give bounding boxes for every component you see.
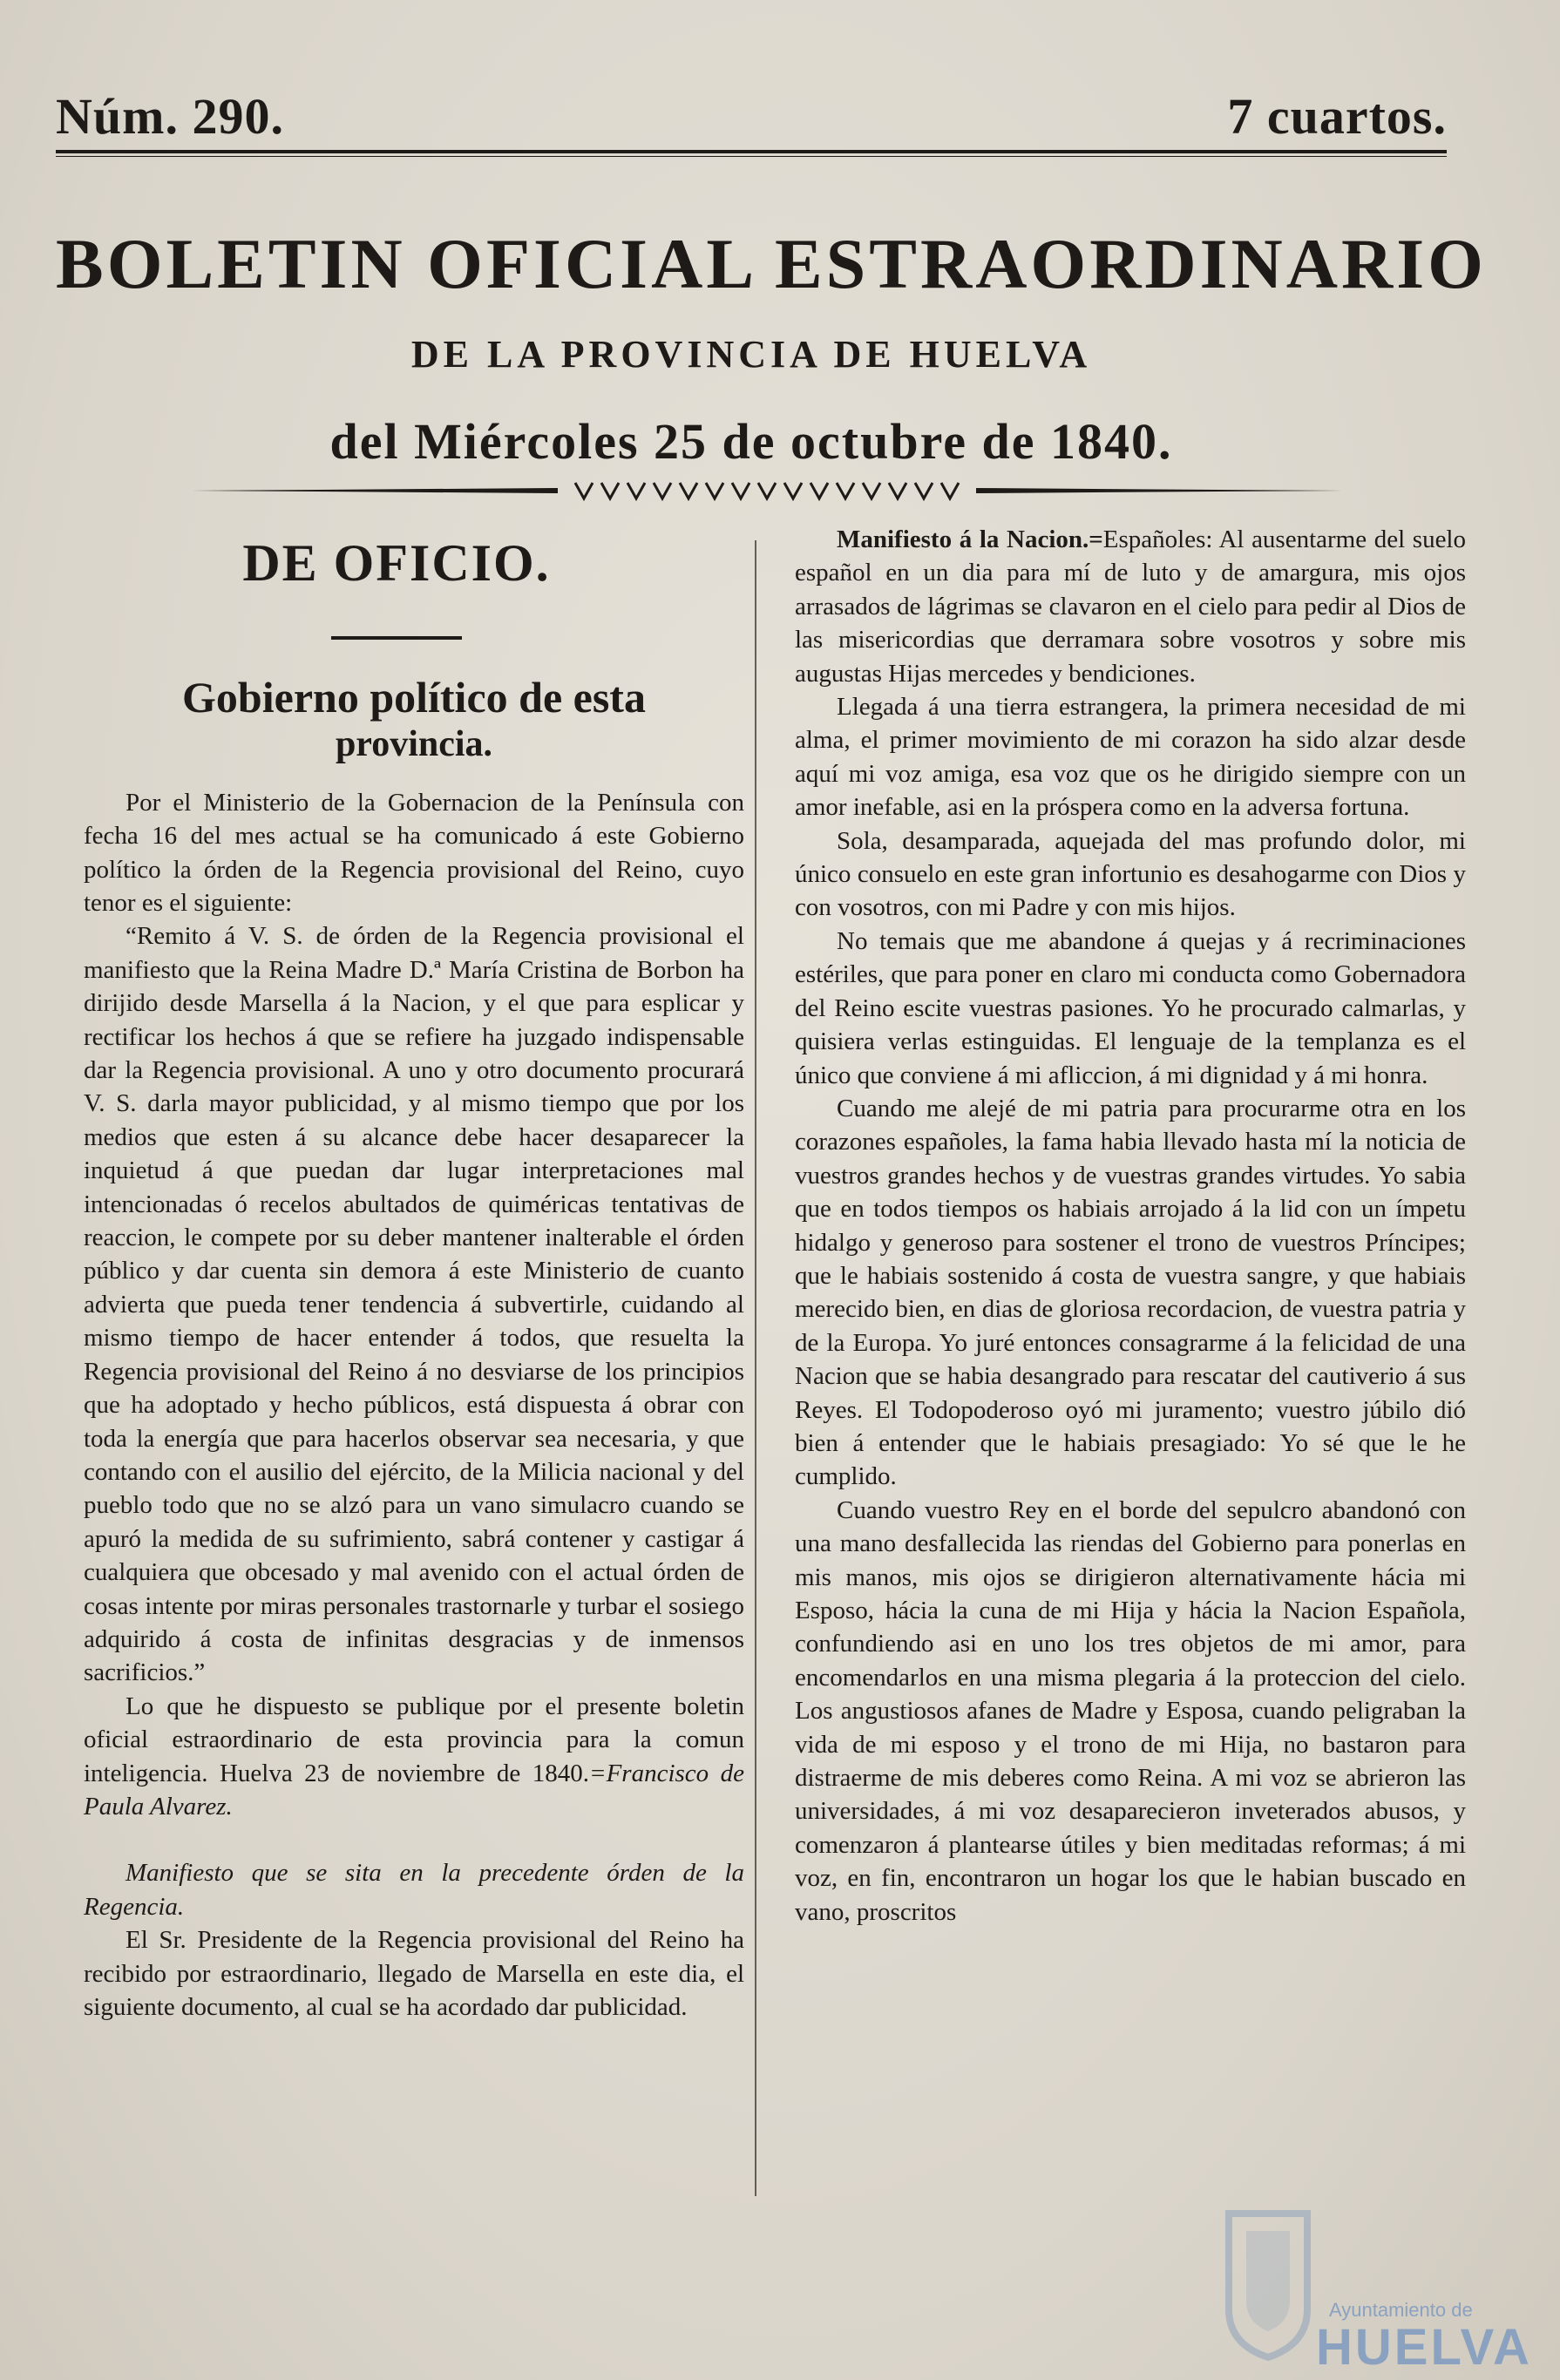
newspaper-subtitle: DE LA PROVINCIA DE HUELVA <box>410 333 1092 376</box>
watermark-line1: Ayuntamiento de <box>1329 2299 1473 2321</box>
paragraph: Cuando me alejé de mi patria para procurarme otra en los corazones españoles, la fama habia llevado hasta mí la noticia de vuestros grandes hechos y de vuestras grandes virtudes. Yo sabia que en todos tiempos os habiais arrojado á la lid con un ímpetu hidalgo y generoso para sostener el trono de vuestros Príncipes; que le habiais sostenido á costa de vuestra sangre, y que habiais merecido bien, en dias de gloriosa recordacion, de vuestra patria y de la Europa. Yo juré entonces consagrarme á la felicidad de una Nacion que se habia desangrado para rescatar del cautiverio á sus Reyes. El Todopoderoso oyó mi juramento; vuestro júbilo dió bien á entender que le habiais presagiado: Yo sé que le he cumplido. <box>795 1094 1466 1491</box>
right-column <box>795 523 1466 1929</box>
paragraph: Sola, desamparada, aquejada del mas profundo dolor, mi único consuelo en este gran infortunio es desahogarme con Dios y con vosotros, con mi Padre y con mis hijos. <box>795 826 1466 922</box>
article-heading-line1: Gobierno político de esta <box>182 673 646 722</box>
manifest-lead: Manifiesto á la Nacion.= <box>837 525 1103 553</box>
paragraph-text: Españoles: Al ausentarme del suelo español en un dia para mí de luto y de amargura, mis ojos arrasados de lágrimas se clavaron en el cielo para pedir al Dios de las misericordias que derramara sobre vosotros y sobre mis augustas Hijas mercedes y bendiciones. <box>795 525 1466 688</box>
masthead <box>56 87 1447 145</box>
paragraph-text: Lo que he dispuesto se publique por el presente boletin oficial estraordinario de esta provincia para la comun inteligencia. Huelva 23 de noviembre de 1840. <box>84 1692 744 1787</box>
paragraph <box>795 523 1466 690</box>
paragraph <box>84 1690 744 1824</box>
paragraph: “Remito á V. S. de órden de la Regencia provisional el manifiesto que la Reina Madre D.ª María Cristina de Borbon ha dirijido desde Marsella á la Nacion, y el que para esplicar y rectificar los hechos á que se refiere ha juzgado indispensable dar la Regencia provisional. A uno y otro documento procurará V. S. darla mayor publicidad, y al mismo tiempo que por los medios que esten á su alcance debe hacer desaparecer la inquietud á que puedan dar lugar interpretaciones mal intencionadas ó recelos abultados de quiméricas tentativas de reaccion, le compete por su deber mantener inalterable el órden público y dar cuenta sin demora á este Ministerio de cuanto advierta que pueda tener tendencia á subvertirle, cuidando al mismo tiempo de hacer entender á todos, que resuelta la Regencia provisional del Reino á no desviarse de los principios que ha adoptado y hecho públicos, está dispuesta á obrar con toda la energía que para hacerlos observar sea necesaria, y que contando con el ausilio del ejército, de la Milicia nacional y del pueblo todo que no se alzó para un vano simulacro cuando se apuró la medida de su sufrimiento, sabrá contener y castigar á cualquiera que obcesado y mal avenido con el actual órden de cosas intente por miras personales trastornarle y turbar el sosiego adquirido á costa de infinitas desgracias y de inmensos sacrificios.” <box>84 922 744 1687</box>
section-heading: DE OFICIO. <box>242 534 551 592</box>
article-heading-line2: provincia. <box>335 723 493 764</box>
ornamental-rule <box>192 478 1342 504</box>
issue-number: Núm. 290. <box>56 88 284 145</box>
article-heading <box>84 673 744 765</box>
newspaper-title: BOLETIN OFICIAL ESTRAORDINARIO <box>56 224 1487 303</box>
manifest-heading: Manifiesto que se sita en la precedente órden de la Regencia. <box>84 1859 744 1921</box>
paragraph: Por el Ministerio de la Gobernacion de la Península con fecha 16 del mes actual se ha comunicado á este Gobierno político la órden de la Regencia provisional del Reino, cuyo tenor es el siguiente: <box>84 788 744 918</box>
paragraph: El Sr. Presidente de la Regencia provisional del Reino ha recibido por estraordinario, llegado de Marsella en este dia, el siguiente documento, al cual se ha acordado dar publicidad. <box>84 1926 744 2022</box>
signature: =Francisco de Paula Alvarez. <box>84 1759 744 1821</box>
paragraph: No temais que me abandone á quejas y á recriminaciones estériles, que para poner en claro mi conducta como Gobernadora del Reino escite vuestras pasiones. Yo he procurado calmarlas, y quisiera verlas estinguidas. El lenguaje de la templanza es el único que conviene á mi afliccion, á mi dignidad y á mi honra. <box>795 926 1466 1089</box>
column-divider <box>755 540 756 2196</box>
watermark-line2: HUELVA <box>1316 2319 1532 2376</box>
left-column <box>84 523 744 2024</box>
top-rule-thin <box>56 156 1447 157</box>
short-rule <box>331 636 462 640</box>
paragraph: Cuando vuestro Rey en el borde del sepulcro abandonó con una mano desfallecida las riendas del Gobierno para ponerlas en mis manos, mis ojos se dirigieron alternativamente hácia mi Esposo, hácia la cuna de mi Hija y hácia la Nacion Española, confundiendo asi en uno los tres objetos de mi amor, para encomendarlos en una misma plegaria á la proteccion del cielo. Los angustiosos afanes de Madre y Esposa, cuando peligraban la vida de mi esposo y el trono de mi Hija, no bastaron para distraerme de mis deberes como Reina. A mi voz se abrieron las universidades, á mi voz desaparecieron inveterados abusos, y comenzaron á plantearse útiles y bien meditadas reformas; á mi voz, en fin, encontraron un hogar los que le habian buscado en vano, proscritos <box>795 1495 1466 1926</box>
dateline: del Miércoles 25 de octubre de 1840. <box>329 413 1173 470</box>
spacer <box>84 1823 744 1856</box>
paragraph: Llegada á una tierra estrangera, la primera necesidad de mi alma, el primer movimiento de mi corazon ha sido alzar desde aquí mi voz amiga, esa voz que os he dirigido siempre con un amor inefable, asi en la próspera como en la adversa fortuna. <box>795 693 1466 822</box>
issue-price: 7 cuartos. <box>1227 88 1447 145</box>
top-rule <box>56 150 1447 153</box>
